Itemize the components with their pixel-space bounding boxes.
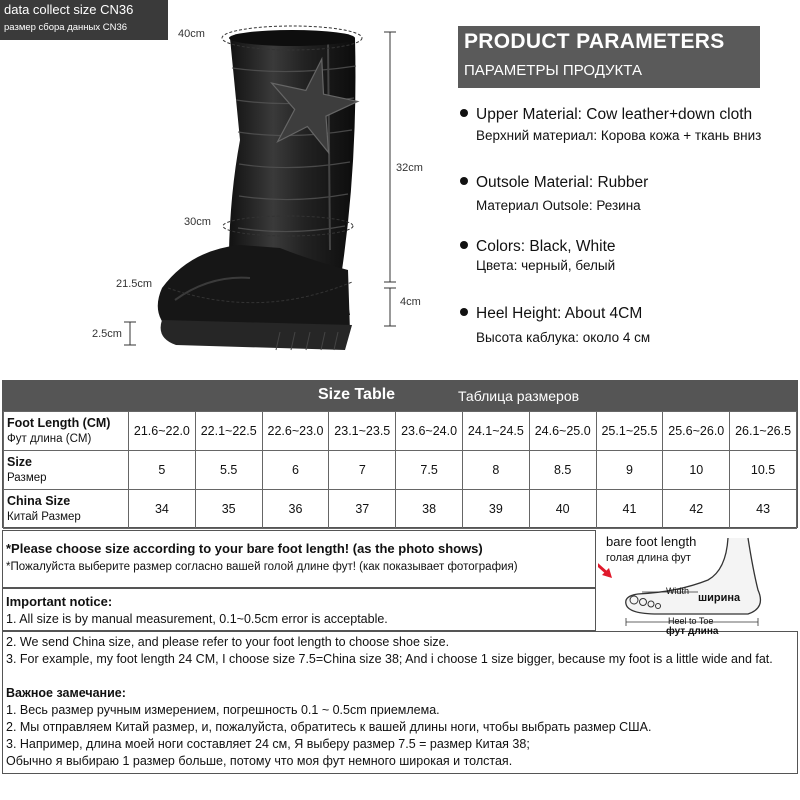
size-cell: 40 <box>529 490 596 529</box>
tag-line-1: data collect size CN36 <box>4 2 134 17</box>
size-cell: 37 <box>329 490 396 529</box>
boot-drawing <box>80 20 450 360</box>
notice-details <box>2 631 798 774</box>
size-cell: 39 <box>462 490 529 529</box>
ru-notice-1: 1. Весь размер ручным измерением, погрешность 0.1 ~ 0.5cm приемлема. <box>6 703 440 717</box>
ru-notice-title: Важное замечание: <box>6 686 126 700</box>
foot-title-en: bare foot length <box>606 534 697 549</box>
size-table-title-ru: Таблица размеров <box>458 388 580 404</box>
size-cell: 41 <box>596 490 663 529</box>
size-row <box>4 451 797 490</box>
size-cell: 6 <box>262 451 329 490</box>
size-row-label-ru: Фут длина (CM) <box>7 432 92 445</box>
size-row-label-en: China Size <box>7 493 71 508</box>
size-cell: 7 <box>329 451 396 490</box>
size-cell: 23.6~24.0 <box>396 412 463 451</box>
notice-3: 3. For example, my foot length 24 CM, I choose size 7.5=China size 38; And i choose 1 size bigger, because my foot is a little wide and fat. <box>6 652 773 666</box>
param-colors-ru: Цвета: черный, белый <box>476 258 616 273</box>
size-cell: 36 <box>262 490 329 529</box>
size-cell: 43 <box>730 490 797 529</box>
size-cell: 25.1~25.5 <box>596 412 663 451</box>
size-row-label <box>4 451 129 490</box>
size-cell: 34 <box>129 490 196 529</box>
size-cell: 24.6~25.0 <box>529 412 596 451</box>
param-outsole-material: Outsole Material: Rubber <box>460 174 648 192</box>
size-cell: 38 <box>396 490 463 529</box>
size-table-title-en: Size Table <box>318 386 396 403</box>
params-title-ru: ПАРАМЕТРЫ ПРОДУКТА <box>464 62 642 79</box>
bullet-icon <box>460 241 468 249</box>
foot-width-ru: ширина <box>698 592 741 604</box>
measure-2-5cm: 2.5cm <box>92 328 122 340</box>
size-cell: 5 <box>129 451 196 490</box>
measure-30cm: 30cm <box>184 216 211 228</box>
params-title-en: PRODUCT PARAMETERS <box>464 30 725 53</box>
size-row-label-en: Foot Length (CM) <box>7 415 111 430</box>
param-upper-material-ru: Верхний материал: Корова кожа + ткань вниз <box>476 128 762 143</box>
size-cell: 10 <box>663 451 730 490</box>
measure-21-5cm: 21.5cm <box>116 278 153 290</box>
foot-length-ru: фут длина <box>666 626 719 637</box>
size-cell: 10.5 <box>730 451 797 490</box>
size-row-label <box>4 412 129 451</box>
bullet-icon <box>460 308 468 316</box>
boot-illustration <box>80 20 450 360</box>
size-cell: 35 <box>195 490 262 529</box>
ru-notice-4: Обычно я выбираю 1 размер больше, потому что моя фут немного широкая и толстая. <box>6 754 513 768</box>
choose-notice-ru: *Пожалуйста выберите размер согласно вашей голой длине фут! (как показывает фотография) <box>6 561 518 573</box>
size-cell: 8 <box>462 451 529 490</box>
foot-measure-illustration <box>598 530 798 637</box>
size-cell: 23.1~23.5 <box>329 412 396 451</box>
size-cell: 25.6~26.0 <box>663 412 730 451</box>
tag-line-2: размер сбора данных CN36 <box>4 22 128 33</box>
measure-32cm: 32cm <box>396 162 423 174</box>
choose-size-notice <box>2 530 596 588</box>
param-heel-height-ru: Высота каблука: около 4 см <box>476 330 651 345</box>
param-heel-height: Heel Height: About 4CM <box>460 305 642 323</box>
size-grid <box>3 411 797 529</box>
notice-1: 1. All size is by manual measurement, 0.1~0.5cm error is acceptable. <box>6 612 388 626</box>
important-notice-box <box>2 588 596 631</box>
product-parameters-header <box>458 26 760 88</box>
measure-4cm: 4cm <box>400 296 421 308</box>
size-row-label-en: Size <box>7 454 33 469</box>
size-row-label <box>4 490 129 529</box>
size-cell: 24.1~24.5 <box>462 412 529 451</box>
param-outsole-material-ru: Материал Outsole: Резина <box>476 198 641 213</box>
size-cell: 8.5 <box>529 451 596 490</box>
size-row-label-ru: Китай Размер <box>7 510 81 523</box>
ru-notice-2: 2. Мы отправляем Китай размер, и, пожалуйста, обратитесь к вашей длины ноги, чтобы выбрать размер США. <box>6 720 652 734</box>
foot-title-ru: голая длина фут <box>606 552 691 564</box>
bullet-icon <box>460 109 468 117</box>
size-cell: 26.1~26.5 <box>730 412 797 451</box>
ru-notice-3: 3. Например, длина моей ноги составляет 24 см, Я выберу размер 7.5 = размер Китая 38; <box>6 737 530 751</box>
size-table-header <box>3 381 797 411</box>
param-colors: Colors: Black, White <box>460 238 616 256</box>
param-upper-material: Upper Material: Cow leather+down cloth <box>460 106 752 124</box>
foot-heel-to-toe-en: Heel to Toe <box>668 616 714 626</box>
size-cell: 22.1~22.5 <box>195 412 262 451</box>
size-row-label-ru: Размер <box>7 471 47 484</box>
choose-notice-en: *Please choose size according to your bare foot length! (as the photo shows) <box>6 541 483 556</box>
notice-2: 2. We send China size, and please refer to your foot length to choose shoe size. <box>6 635 450 649</box>
size-cell: 7.5 <box>396 451 463 490</box>
measure-40cm: 40cm <box>178 28 205 40</box>
bullet-icon <box>460 177 468 185</box>
size-row <box>4 412 797 451</box>
size-cell: 21.6~22.0 <box>129 412 196 451</box>
size-cell: 5.5 <box>195 451 262 490</box>
foot-width-en: Width <box>666 586 690 596</box>
size-cell: 9 <box>596 451 663 490</box>
size-table <box>2 380 798 528</box>
size-row <box>4 490 797 529</box>
size-cell: 22.6~23.0 <box>262 412 329 451</box>
important-title: Important notice: <box>6 594 113 609</box>
size-cell: 42 <box>663 490 730 529</box>
